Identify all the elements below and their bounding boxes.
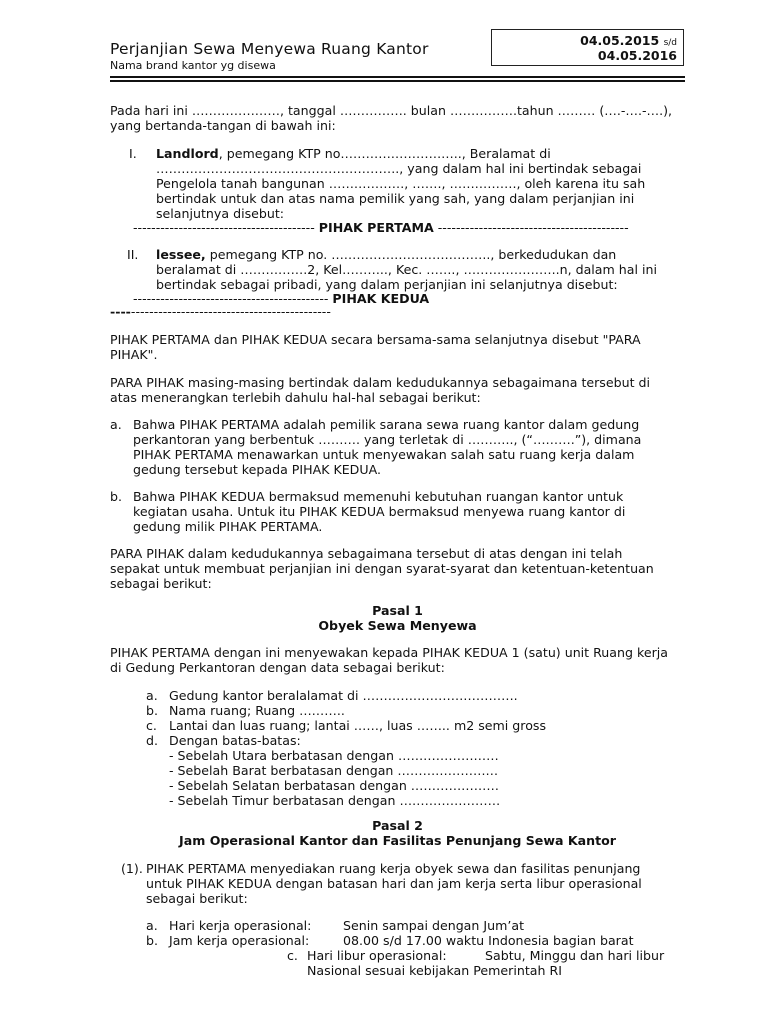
border-north: - Sebelah Utara berbatasan dengan …………………… xyxy=(169,748,499,763)
party2-line-2: beralamat di …………….2, Kel……….., Kec. ……., …………………..n, dalam hal ini xyxy=(156,262,657,277)
para3-line-2: sepakat untuk membuat perjanjian ini dengan syarat-syarat dan ketentuan-ketentuan xyxy=(110,561,654,576)
pasal1-subheading: Obyek Sewa Menyewa xyxy=(318,618,477,633)
party2-number: II. xyxy=(127,247,139,262)
party1-name: Landlord xyxy=(156,146,219,161)
pasal1-item-d-number: d. xyxy=(146,733,158,748)
border-west: - Sebelah Barat berbatasan dengan …………………… xyxy=(169,763,499,778)
pasal1-item-b: Nama ruang; Ruang ……….. xyxy=(169,703,345,718)
item-b-line-2: kegiatan usaha. Untuk itu PIHAK KEDUA bermaksud menyewa ruang kantor di xyxy=(133,504,626,519)
pasal2-item-c-label: Hari libur operasional: xyxy=(307,948,447,963)
party1-number: I. xyxy=(129,146,137,161)
intro-line-2: yang bertanda-tangan di bawah ini: xyxy=(110,118,336,133)
party2-dash-line: ------------------------------------------------ xyxy=(110,304,331,319)
party1-line-1: Landlord, pemegang KTP no……………………….., Beralamat di xyxy=(156,146,551,161)
pasal1-intro-line-1: PIHAK PERTAMA dengan ini menyewakan kepada PIHAK KEDUA 1 (satu) unit Ruang kerja xyxy=(110,645,668,660)
para2-line-1: PARA PIHAK masing-masing bertindak dalam kedudukannya sebagaimana tersebut di xyxy=(110,375,651,390)
pasal1-item-d: Dengan batas-batas: xyxy=(169,733,301,748)
pasal2-clause-line-3: sebagai berikut: xyxy=(146,891,248,906)
party1-line-5: selanjutnya disebut: xyxy=(156,206,285,221)
para3-line-3: sebagai berikut: xyxy=(110,576,212,591)
document-subtitle: Nama brand kantor yg disewa xyxy=(110,59,276,72)
party1-line-4: bertindak untuk dan atas nama pemilik yang sah, yang dalam perjanjian ini xyxy=(156,191,635,206)
pasal2-item-a-number: a. xyxy=(146,918,158,933)
party1-line-2: …………………………………………………., yang dalam hal ini bertindak sebagai xyxy=(156,161,642,176)
border-east: - Sebelah Timur berbatasan dengan …………………… xyxy=(169,793,501,808)
pasal1-item-b-number: b. xyxy=(146,703,158,718)
pihak-pertama-label: PIHAK PERTAMA xyxy=(318,220,434,235)
item-b-line-3: gedung milik PIHAK PERTAMA. xyxy=(133,519,323,534)
date-range-box xyxy=(491,29,684,66)
document-title: Perjanjian Sewa Menyewa Ruang Kantor xyxy=(110,40,429,58)
pasal1-item-c-number: c. xyxy=(146,718,157,733)
date-start: 04.05.2015 s/d xyxy=(580,33,677,48)
party1-label-line: ---------------------------------------- PIHAK PERTAMA ------------------------------------------ xyxy=(133,220,629,235)
pasal1-heading: Pasal 1 xyxy=(372,603,423,618)
header-rule-bottom xyxy=(110,80,685,82)
pasal1-item-a-number: a. xyxy=(146,688,158,703)
pihak-kedua-label: PIHAK KEDUA xyxy=(332,291,430,306)
pasal2-item-b-number: b. xyxy=(146,933,158,948)
date-end: 04.05.2016 xyxy=(597,48,677,63)
party2-label-line: ------------------------------------------- PIHAK KEDUA xyxy=(133,291,430,306)
party2-line-3: bertindak sebagai pribadi, yang dalam perjanjian ini selanjutnya disebut: xyxy=(156,277,618,292)
item-a-line-2: perkantoran yang berbentuk ………. yang terletak di ……….., (“……….”), dimana xyxy=(133,432,642,447)
pasal2-item-a-label: Hari kerja operasional: xyxy=(169,918,312,933)
party1-line-3: Pengelola tanah bangunan ………………, ……., ……………., oleh karena itu sah xyxy=(156,176,646,191)
item-a-line-4: gedung tersebut kepada PIHAK KEDUA. xyxy=(133,462,381,477)
item-a-line-3: PIHAK PERTAMA menawarkan untuk menyewakan salah satu ruang kerja dalam xyxy=(133,447,635,462)
pasal2-clause-line-1: PIHAK PERTAMA menyediakan ruang kerja obyek sewa dan fasilitas penunjang xyxy=(146,861,641,876)
party2-line-1: lessee, pemegang KTP no. ……………………………….., berkedudukan dan xyxy=(156,247,617,262)
para2-line-2: atas menerangkan terlebih dahulu hal-hal sebagai berikut: xyxy=(110,390,481,405)
pasal2-item-c-value: Sabtu, Minggu dan hari libur xyxy=(485,948,665,963)
item-b-number: b. xyxy=(110,489,122,504)
pasal1-intro-line-2: di Gedung Perkantoran dengan data sebagai berikut: xyxy=(110,660,445,675)
pasal1-item-a: Gedung kantor beralalamat di ………………………………. xyxy=(169,688,518,703)
header-rule-top xyxy=(110,76,685,78)
pasal2-item-a-value: Senin sampai dengan Jum’at xyxy=(343,918,525,933)
pasal2-item-b-value: 08.00 s/d 17.00 waktu Indonesia bagian barat xyxy=(343,933,634,948)
pasal2-subheading: Jam Operasional Kantor dan Fasilitas Penunjang Sewa Kantor xyxy=(179,833,616,848)
pasal2-item-b-label: Jam kerja operasional: xyxy=(169,933,310,948)
border-south: - Sebelah Selatan berbatasan dengan ………………… xyxy=(169,778,499,793)
para3-line-1: PARA PIHAK dalam kedudukannya sebagaimana tersebut di atas dengan ini telah xyxy=(110,546,623,561)
pasal1-item-c: Lantai dan luas ruang; lantai ……, luas …….. m2 semi gross xyxy=(169,718,547,733)
pasal2-clause-line-2: untuk PIHAK KEDUA dengan batasan hari dan jam kerja serta libur operasional xyxy=(146,876,642,891)
pasal2-item-c-continuation: Nasional sesuai kebijakan Pemerintah RI xyxy=(307,963,562,978)
pasal2-item-c-number: c. xyxy=(287,948,298,963)
para1-line-2: PIHAK". xyxy=(110,347,158,362)
pasal2-heading: Pasal 2 xyxy=(372,818,423,833)
pasal2-clause-number: (1). xyxy=(121,861,143,876)
item-a-number: a. xyxy=(110,417,122,432)
item-b-line-1: Bahwa PIHAK KEDUA bermaksud memenuhi kebutuhan ruangan kantor untuk xyxy=(133,489,624,504)
party2-name: lessee, xyxy=(156,247,206,262)
para1-line-1: PIHAK PERTAMA dan PIHAK KEDUA secara bersama-sama selanjutnya disebut "PARA xyxy=(110,332,641,347)
intro-line-1: Pada hari ini …………………, tanggal ……………. bulan …………….tahun ……… (….-….-….), xyxy=(110,103,673,118)
item-a-line-1: Bahwa PIHAK PERTAMA adalah pemilik sarana sewa ruang kantor dalam gedung xyxy=(133,417,640,432)
